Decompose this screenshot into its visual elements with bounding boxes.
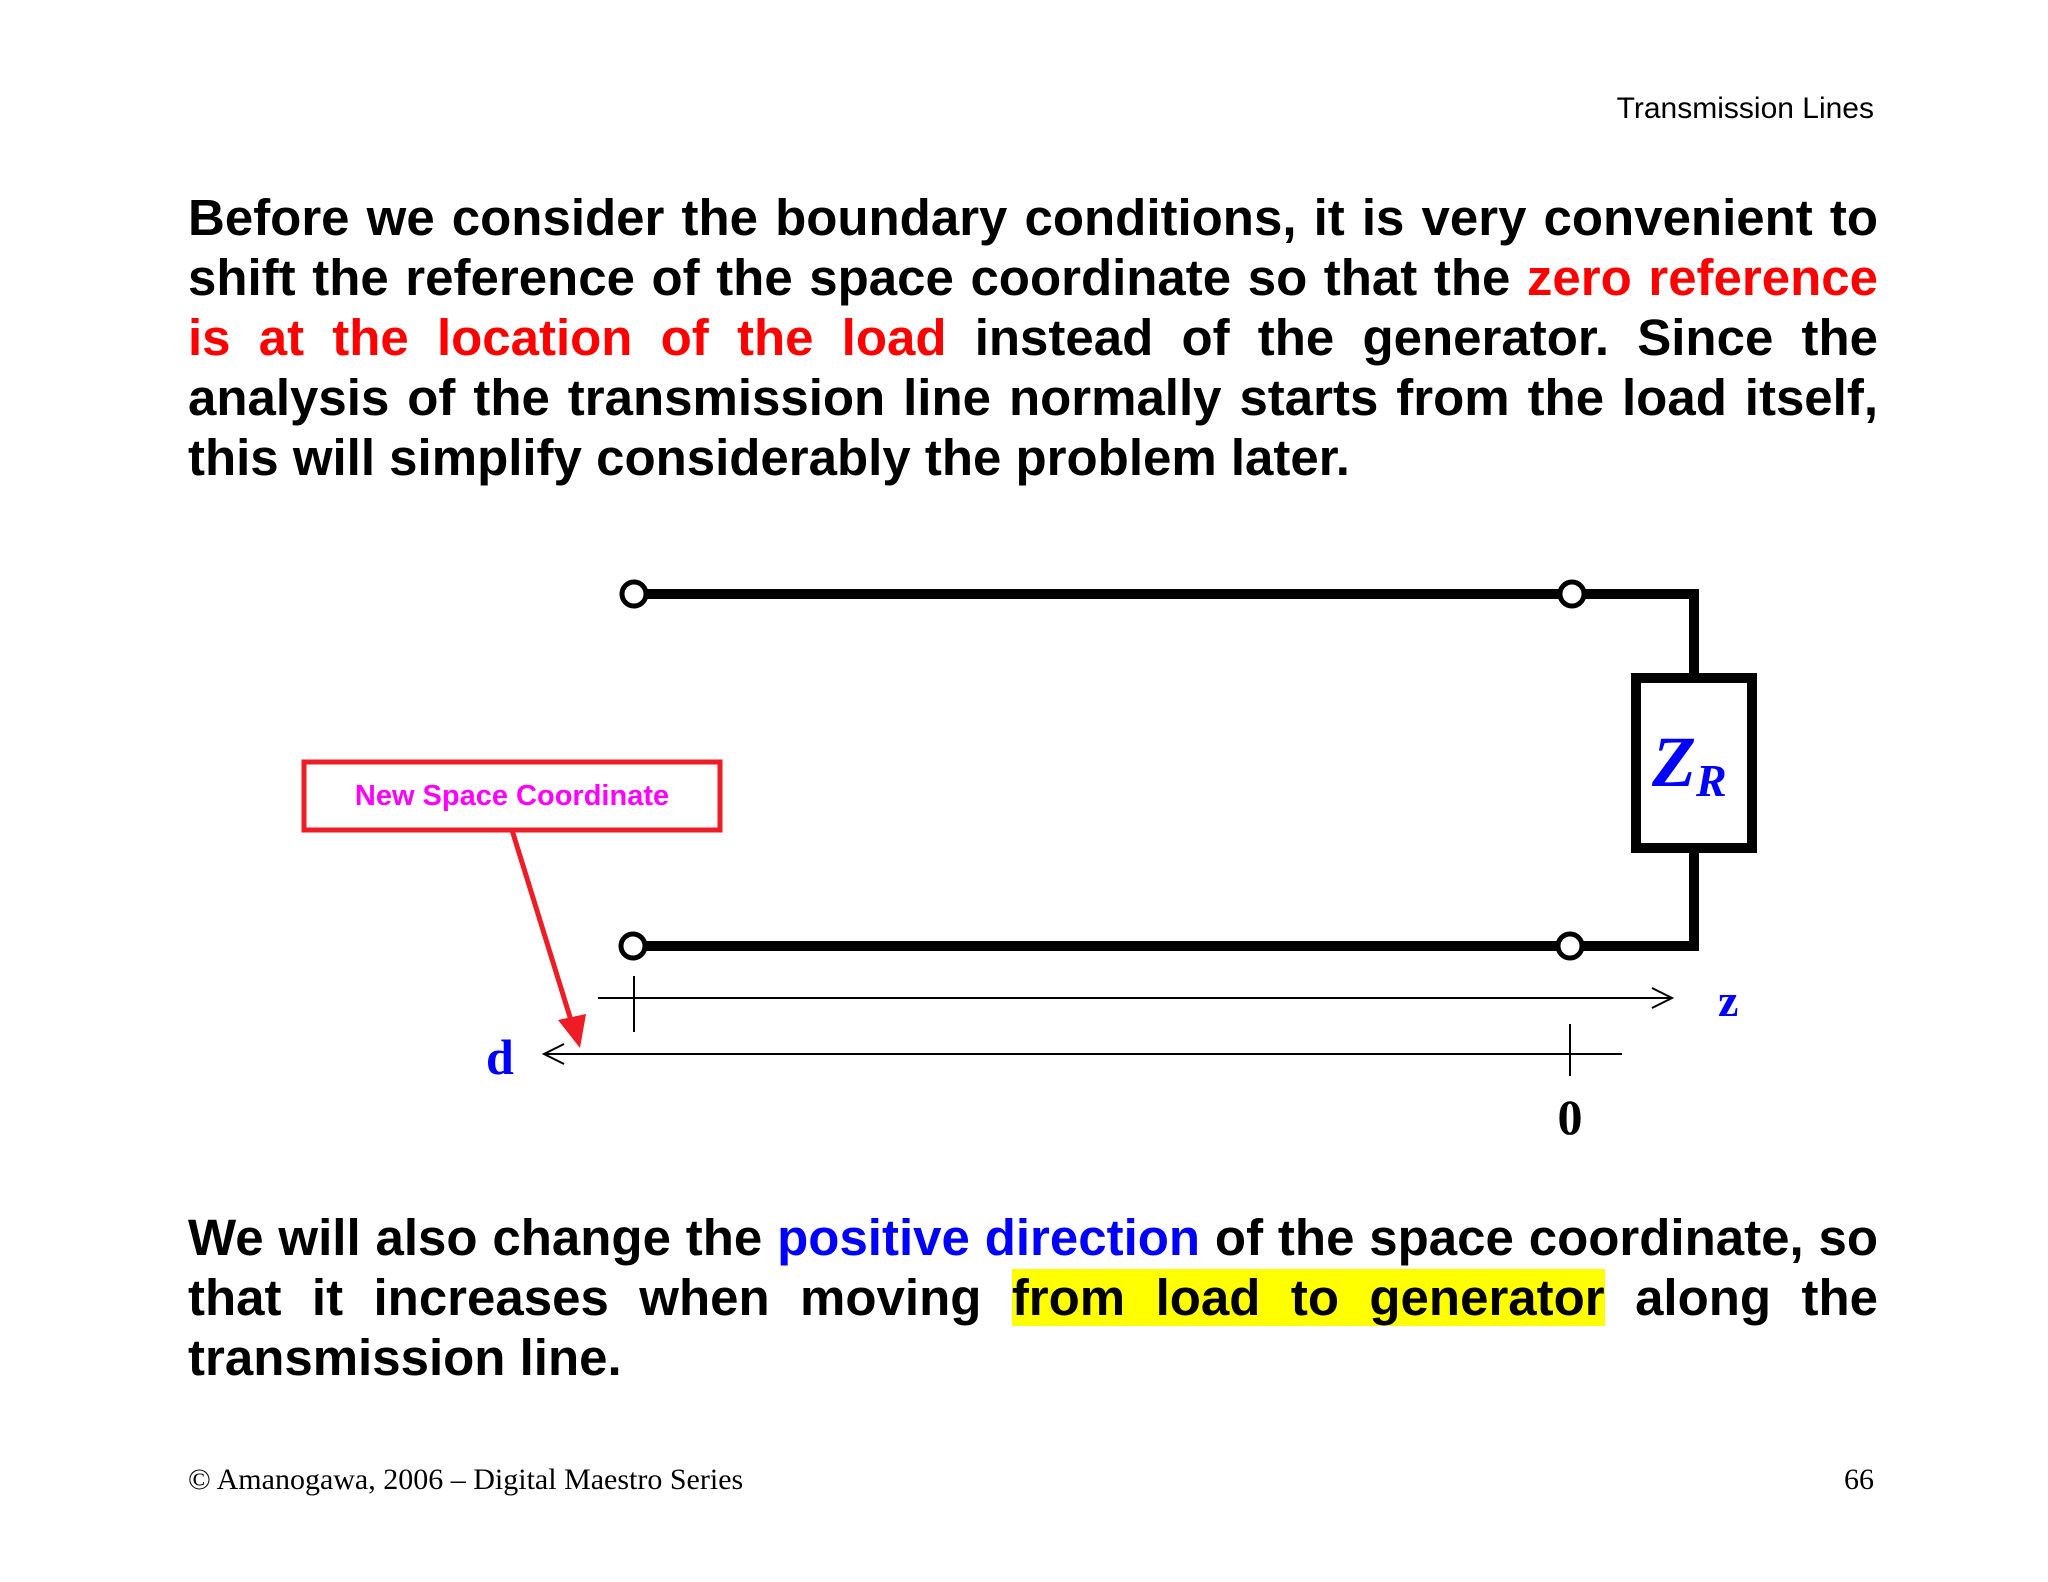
direction-text-2: of the space coordinate, so that it increases when moving [188, 1209, 1878, 1326]
terminal-bottom-right [1558, 934, 1582, 958]
footer-copyright: © Amanogawa, 2006 – Digital Maestro Series [188, 1463, 744, 1496]
load-symbol: ZR [1652, 722, 1727, 806]
terminal-top-left [622, 582, 646, 606]
callout-label: New Space Coordinate [354, 780, 670, 812]
page-number: 66 [1844, 1463, 1874, 1496]
terminal-bottom-left [621, 934, 645, 958]
intro-text-2: instead of the generator. Since the analysis of the transmission line normally starts from the load itself, this will simplify considerably the problem later. [188, 309, 1878, 486]
direction-text-3: along the transmission line. [188, 1269, 1878, 1386]
intro-highlight-red: zero reference is at the location of the load [188, 249, 1879, 366]
intro-text-1: Before we consider the boundary conditions, it is very convenient to shift the reference of the space coordinate so that the [188, 189, 1878, 306]
top-load-wire [1572, 594, 1694, 678]
direction-text-1: We will also change the [188, 1209, 778, 1266]
direction-highlight-yellow: from load to generator [1011, 1269, 1605, 1326]
callout-arrowhead [558, 1014, 586, 1048]
d-axis-label: d [486, 1029, 514, 1085]
terminal-top-right [1560, 582, 1584, 606]
direction-highlight-blue: positive direction [777, 1209, 1201, 1266]
callout-pointer [512, 830, 574, 1030]
header-title: Transmission Lines [1616, 92, 1874, 125]
direction-paragraph [188, 1208, 1878, 1388]
bottom-load-wire [1570, 848, 1694, 946]
zero-label: 0 [1557, 1089, 1583, 1145]
z-axis-label: z [1718, 975, 1739, 1026]
